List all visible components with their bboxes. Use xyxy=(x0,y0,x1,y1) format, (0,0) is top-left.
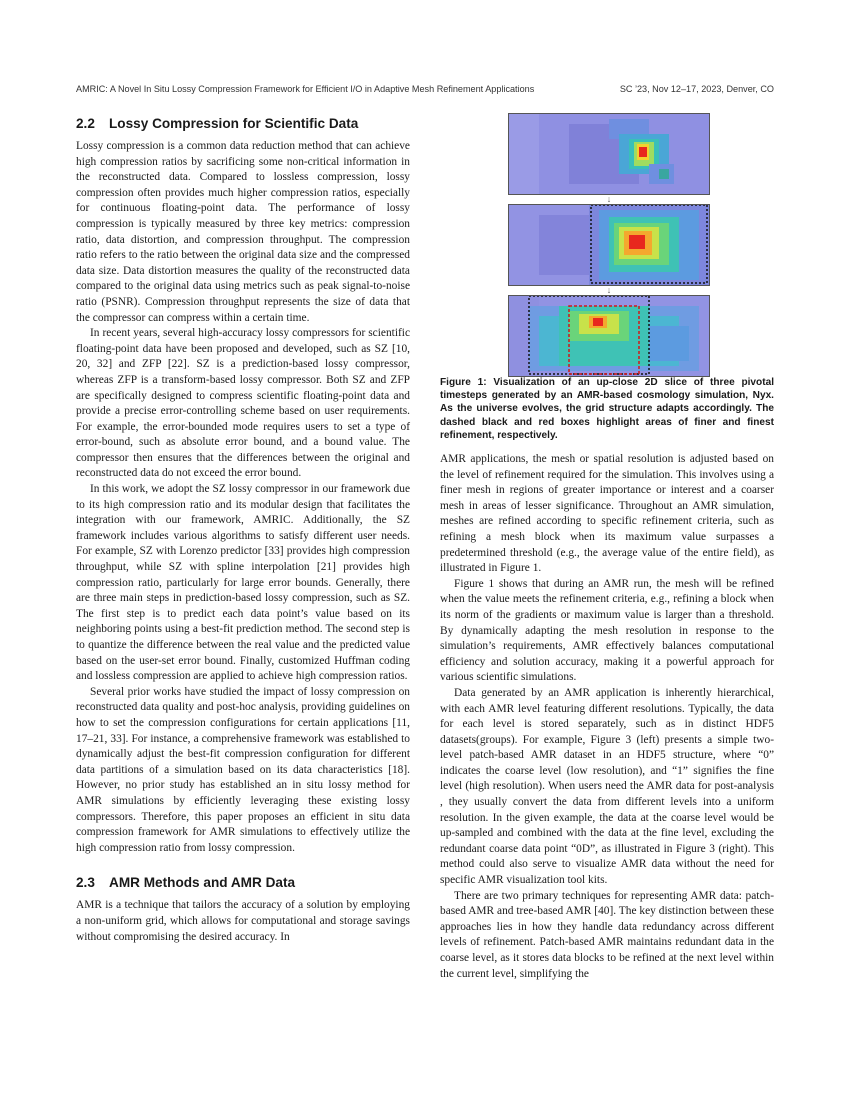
section-number: 2.3 xyxy=(76,875,95,891)
amr-slice-timestep-1 xyxy=(508,113,710,195)
header-venue: SC ’23, Nov 12–17, 2023, Denver, CO xyxy=(619,84,774,94)
section-heading-2-3 xyxy=(76,874,410,892)
arrow-down-icon: ↓ xyxy=(606,285,612,295)
paragraph: Lossy compression is a common data reduction method that can achieve high compression ratios by sacrificing some non-critical information in the reconstructed data. Compared to lossless compression, lossy compression often provides much higher compression ratios, especially for continuous floating-point data. The performance of lossy compression is typically measured by three key metrics: compression ratio, data distortion, and compression throughput. The compression ratio refers to the ratio between the original data size and the compressed data size. Data distortion measures the quality of the reconstructed data compared to the original data using metrics such as peak signal-to-noise ratio (PSNR). Compression throughput represents the size of data that the compressor can compress within a certain time. xyxy=(76,140,410,324)
paragraph: Data generated by an AMR application is inherently hierarchical, with each AMR level featuring different resolutions. Typically, the data for each level is stored separately, such as in distinct HDF5 datasets(groups). For example, Figure 3 (left) presents a simple two-level patch-based AMR dataset in an HDF5 structure, where “0” indicates the coarse level (low resolution), and “1” signifies the fine level (high resolution). When users need the AMR data for post-analysis , they usually convert the data from different levels into a uniform resolution. In the given example, the data at the coarse level would be up-sampled and combined with the data at the fine level, excluding the redundant coarse data point “0D”, as illustrated in Figure 3 (right). This method could also serve to visualize AMR data without the need for specific AMR visualization tool kits. xyxy=(440,686,774,887)
section-number: 2.2 xyxy=(76,116,95,131)
amr-slice-timestep-2 xyxy=(508,204,710,286)
section-title: AMR Methods and AMR Data xyxy=(109,875,296,891)
paragraph: In recent years, several high-accuracy lossy compressors for scientific floating-point data have been proposed and developed, such as SZ [10, 20, 32] and ZFP [22]. SZ is a prediction-based lossy compressor, whereas ZFP is a transform-based lossy compressor. Both SZ and ZFP are specifically designed to compress scientific floating-point data and provide a precise error-controlling scheme based on user requirements. For example, the error-bounded mode requires users to set a type of error-bound, such as absolute error bound, and a bound value. The compressor then ensures that the differences between the original and reconstructed data do not exceed the error bound. xyxy=(76,327,410,480)
left-column xyxy=(76,115,410,945)
paragraph: AMR is a technique that tailors the accuracy of a solution by employing a non-uniform grid, which allows for computational and storage savings without compromising the desired accuracy. In xyxy=(76,899,410,943)
running-header xyxy=(76,84,774,94)
right-column xyxy=(440,452,774,982)
section-title: Lossy Compression for Scientific Data xyxy=(109,116,359,131)
header-title: AMRIC: A Novel In Situ Lossy Compression Framework for Efficient I/O in Adaptive Mesh Refinement Applications xyxy=(76,84,535,94)
paragraph: In this work, we adopt the SZ lossy compressor in our framework due to its high compression ratio and its modular design that facilitates the integration with our framework, AMRIC. Additionally, the SZ framework includes various algorithms to satisfy different user needs. For example, SZ with Lorenzo predictor [33] provides high compression throughput, while SZ with spline interpolation [21] provides high compression ratio, particularly for large error bounds. Generally, there are three main steps in prediction-based lossy compression, such as SZ. The first step is to predict each data point’s value based on its neighboring points using a best-fit prediction method. The second step is to quantize the difference between the real value and the predicted value based on the user-set error bound. Finally, customized Huffman coding and lossless compression are applied to achieve high compression ratios. xyxy=(76,483,410,683)
section-heading-2-2 xyxy=(76,115,410,133)
figure-1-caption: Figure 1: Visualization of an up-close 2D slice of three pivotal timesteps generated by an AMR-based cosmology simulation, Nyx. As the universe evolves, the grid structure adapts accordingly. The dashed black and red boxes highlight areas of finer and finest refinement, respectively. xyxy=(440,377,774,441)
paragraph: Several prior works have studied the impact of lossy compression on reconstructed data quality and post-hoc analysis, providing guidelines on how to set the compression configurations for certain applications [11, 17–21, 33]. For instance, a comprehensive framework was established to dynamically adjust the best-fit compression configuration for different data partitions of a simulation based on its data characteristics [18]. However, no prior study has established an in situ lossy method for AMR simulations by efficiently leveraging these existing lossy compressors. Therefore, this paper proposes an efficient in situ data compression framework for AMR simulations to effectively utilize the high compression ratio from lossy compression. xyxy=(76,685,410,854)
amr-slice-timestep-3 xyxy=(508,295,710,377)
figure-1 xyxy=(508,113,710,377)
paragraph: AMR applications, the mesh or spatial resolution is adjusted based on the level of refinement required for the simulation. This involves using a finer mesh in regions of greater importance or interest and a coarser mesh in areas of lesser significance. Throughout an AMR simulation, meshes are refined according to specific refinement criteria, such as refining a mesh block when its maximum value surpasses a predetermined threshold (e.g., the average value of the entire field), as illustrated in Figure 1. xyxy=(440,453,774,575)
arrow-down-icon: ↓ xyxy=(606,194,612,204)
paragraph: Figure 1 shows that during an AMR run, the mesh will be refined when the value meets the refinement criteria, e.g., refining a block when its norm of the gradients or maximum value is larger than a threshold. By dynamically adapting the mesh resolution in response to the simulation’s requirements, AMR effectively balances computational efficiency and solution accuracy, making it a powerful approach for various scientific simulations. xyxy=(440,577,774,684)
paragraph: There are two primary techniques for representing AMR data: patch-based AMR and tree-based AMR [40]. The key distinction between these approaches lies in how they handle data redundancy across different levels of refinement. Patch-based AMR maintains redundant data in the coarse level, as it stores data blocks to be refined at the next level within the current level, simplifying the xyxy=(440,889,774,980)
